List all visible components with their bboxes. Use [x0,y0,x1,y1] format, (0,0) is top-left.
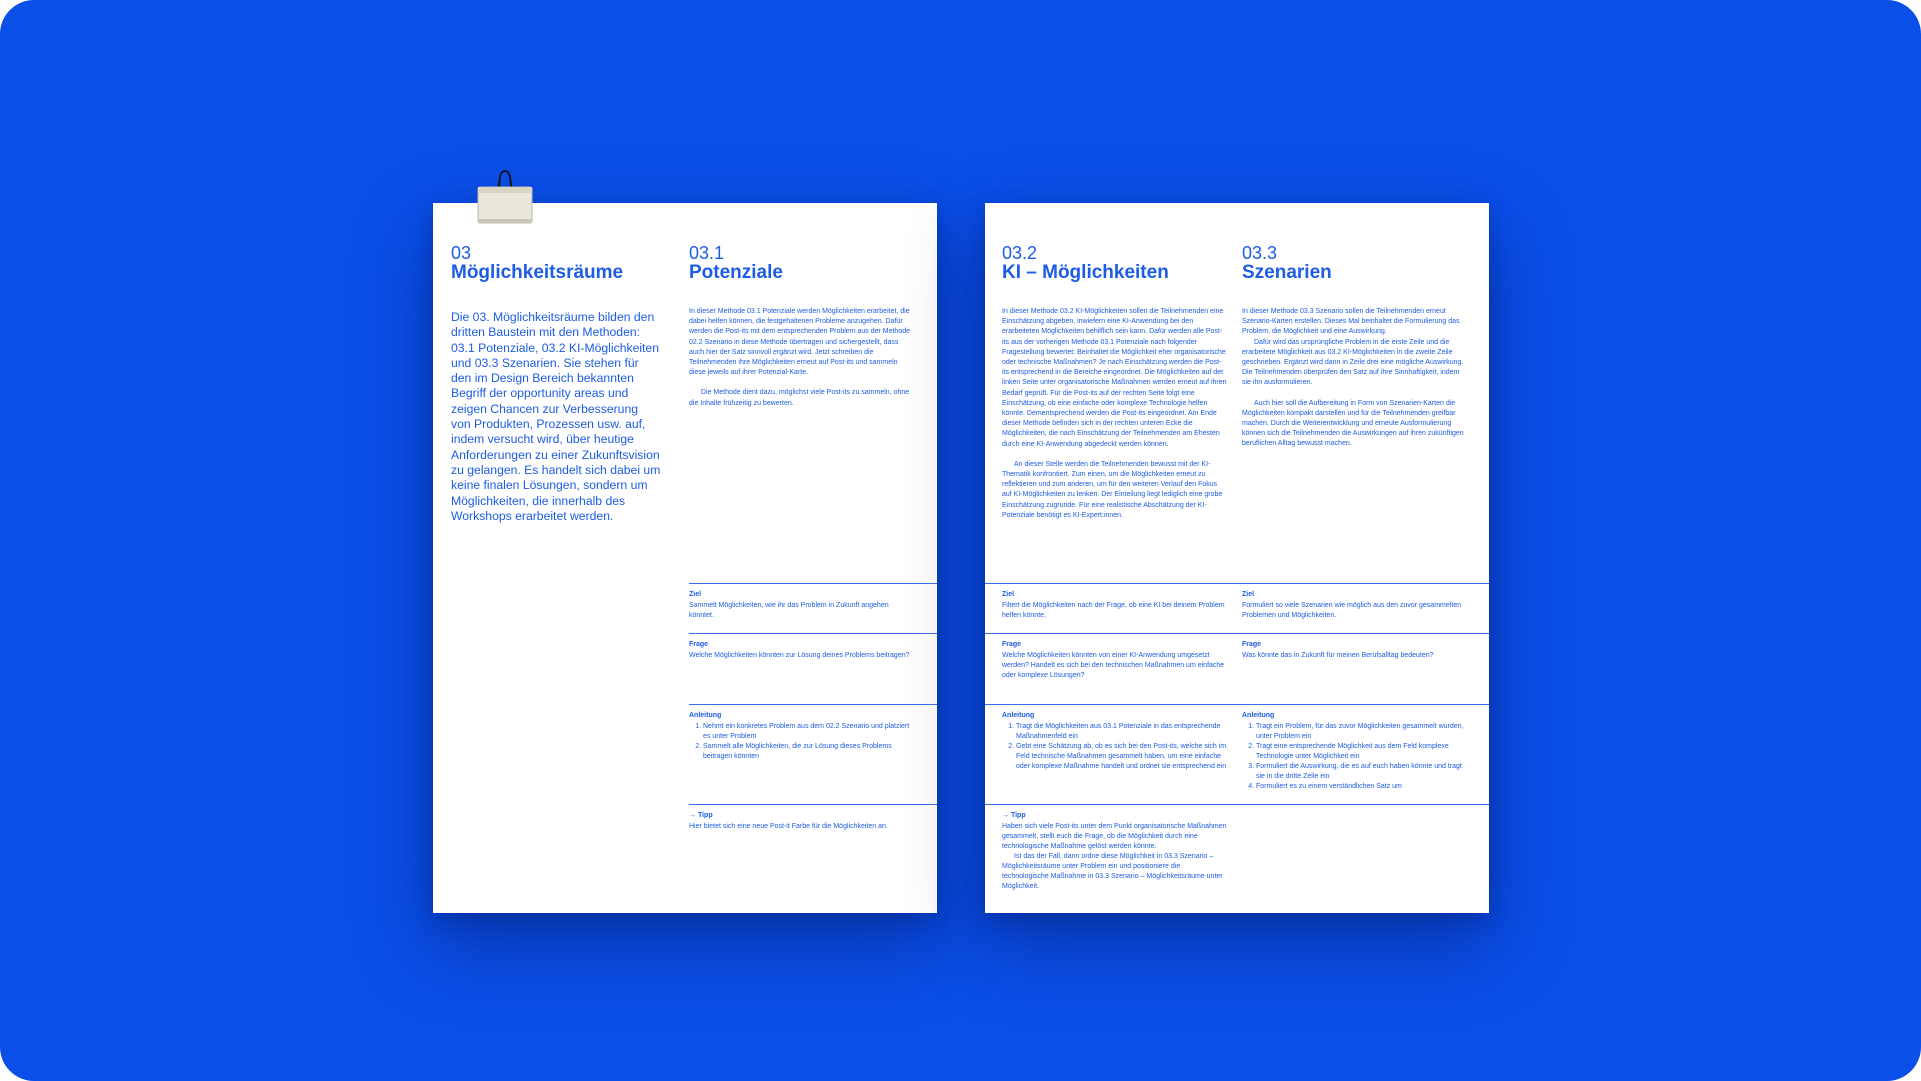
frage-text: Welche Möglichkeiten könnten von einer KI-Anwendung umgesetzt werden? Handelt es sich bei den technischen Maßnahmen um einfache oder komplexe Lösungen? [1002,652,1225,679]
body-paragraph: In dieser Methode 03.1 Potenziale werden Möglichkeiten erarbeitet, die dabei helfen können, die festgehaltenen Probleme anzugehen. Dafür werden die Post-its mit dem entsprechenden Problem aus der Methode 02.2 Szenario in diese Methode übertragen und sichergestellt, dass auch hier der Satz sinnvoll ergänzt wird. Jetzt schreiben die Teilnehmenden ihre Möglichkeiten erneut auf Post-its und sammeln diese jeweils auf ihrer Potenzial-Karte. [689,308,911,377]
body-paragraph: Dafür wird das ursprüngliche Problem in die erste Zeile und die erarbeitete Möglichkeit aus 03.2 KI-Möglichkeiten in die zweite Zeile geschrieben. Ergänzt wird dann in Zeile drei eine mögliche Auswirkung. Die Teilnehmenden überprüfen den Satz auf ihre Sinnhaftigkeit, indem sie ihn ausformulieren. [1242,338,1464,387]
divider [689,804,937,805]
divider [689,704,937,705]
frage-text: Welche Möglichkeiten könnten zur Lösung deines Problems beitragen? [689,652,910,659]
list-item: 1. Tragt ein Problem, für das zuvor Möglichkeiten gesammelt wurden, unter Problem ein [1256,722,1468,742]
chapter-title: Möglichkeitsräume [451,262,624,283]
frage-label: Frage [1242,641,1262,648]
anleitung-list [1002,722,1228,772]
body-paragraph: In dieser Methode 03.3 Szenario sollen die Teilnehmenden erneut Szenario-Karten erstellen. Dieses Mal beinhaltet die Formulierung das Problem, die Möglichkeit und eine Auswirkung. [1242,308,1460,336]
section-title-szenarien: Szenarien [1242,262,1332,283]
ziel-text: Formuliert so viele Szenarien wie möglich aus den zuvor gesammelten Problemen und Möglichkeiten. [1242,602,1462,619]
ziel-block [689,590,915,621]
divider [689,633,937,634]
anleitung-label: Anleitung [1242,712,1275,719]
list-item: 1. Nehmt ein konkretes Problem aus dem 02.2 Szenario und platziert es unter Problem [703,722,915,742]
divider [985,583,1489,584]
list-item: 3. Formuliert die Auswirkung, die es auf euch haben könnte und tragt sie in die dritte Zeile ein [1256,762,1468,782]
section-number-ki: 03.2 [1002,243,1038,263]
ziel-label: Ziel [689,591,702,598]
tipp-label: → Tipp [689,812,713,819]
ziel-text: Sammelt Möglichkeiten, wie ihr das Problem in Zukunft angehen könntet. [689,602,889,619]
tipp-text: Haben sich viele Post-its unter dem Punkt organisatorische Maßnahmen gesammelt, stellt euch die Frage, ob die Möglichkeit durch eine technologische Maßnahme gelöst werden könnte. [1002,823,1227,850]
anleitung-list [1242,722,1468,792]
tipp-text: Ist das der Fall, dann ordne diese Möglichkeit in 03.3 Szenario – Möglichkeitsräume unter Problem ein und positioniere die technologische Maßnahme in 03.3 Szenario – Möglichkeitsräume unter Möglichkeit. [1002,853,1223,890]
frage-block [689,640,915,661]
ki-frage-block [1002,640,1228,681]
list-item: 4. Formuliert es zu einem verständlichen Satz um [1256,782,1468,792]
anleitung-block [689,711,915,762]
anleitung-label: Anleitung [1002,712,1035,719]
ki-ziel-block [1002,590,1228,621]
document-page-left [433,203,937,913]
divider [985,704,1489,705]
frage-text: Was könnte das in Zukunft für meinen Berufsalltag bedeuten? [1242,652,1434,659]
ziel-text: Filtert die Möglichkeiten nach der Frage, ob eine KI bei deinem Problem helfen könnte. [1002,602,1225,619]
divider [985,804,1489,805]
frage-label: Frage [1002,641,1022,648]
szenarien-frage-block [1242,640,1468,661]
szenarien-anleitung-block [1242,711,1468,792]
ki-tipp-block [1002,811,1228,892]
section-title-ki: KI – Möglichkeiten [1002,262,1169,283]
list-item: 2. Gebt eine Schätzung ab, ob es sich bei den Post-its, welche sich im Feld technische Maßnahmen gesammelt haben, um eine einfache oder komplexe Maßnahme handelt und ordnet sie entsprechend ein [1016,742,1228,772]
list-item: 1. Tragt die Möglichkeiten aus 03.1 Potenziale in das entsprechende Maßnahmenfeld ein [1016,722,1228,742]
chapter-number: 03 [451,243,472,263]
divider [985,633,1489,634]
anleitung-list [689,722,915,762]
tipp-label: → Tipp [1002,812,1026,819]
tipp-text: Hier bietet sich eine neue Post-it Farbe für die Möglichkeiten an. [689,823,888,830]
divider [689,583,937,584]
body-paragraph: Die Methode dient dazu, möglichst viele Post-its zu sammeln, ohne die Inhalte frühzeitig zu bewerten. [689,389,910,407]
ki-anleitung-block [1002,711,1228,772]
section-number-szenarien: 03.3 [1242,243,1278,263]
ziel-label: Ziel [1002,591,1015,598]
body-paragraph: An dieser Stelle werden die Teilnehmenden bewusst mit der KI-Thematik konfrontiert. Zum einen, um die Möglichkeiten erneut zu reflektieren und zum anderen, um für den weiteren Verlauf den Fokus auf KI-Möglichkeiten zu lenken. Der Einteilung liegt lediglich eine grobe Einschätzung zugrunde. Für eine realistische Abschätzung der KI-Potenziale benötigt es KI-Expert:innen. [1002,460,1223,519]
body-paragraph: In dieser Methode 03.2 KI-Möglichkeiten sollen die Teilnehmenden eine Einschätzung abgeben, inwiefern eine KI-Anwendung bei den erarbeiteten Möglichkeiten behilflich sein kann. Dafür werden alle Post-its aus der vorherigen Methode 03.1 Potenziale nach folgender Fragestellung bewertet: Beinhaltet die Möglichkeit eher organisatorische oder technische Maßnahmen? Je nach Einschätzung werden die Post-its entsprechend in die Bereiche eingeordnet. Die Möglichkeiten auf der linken Seite unter organisatorische Maßnahmen werden erneut auf ihren Bedarf geprüft. Für die Post-its auf der rechten Seite folgt eine Einschätzung, ob eine einfache oder komplexe Technologie helfen könnte. Dementsprechend werden die Post-its eingeordnet. Am Ende dieser Methode befinden sich in der rechten unteren Ecke die Möglichkeiten, die nach Einschätzung der Teilnehmenden am Ehesten durch eine KI-Anwendung abgedeckt werden können. [1002,308,1227,448]
list-item: 2. Sammelt alle Möglichkeiten, die zur Lösung dieses Problems beitragen könnten [703,742,915,762]
section-body-potenziale [689,307,915,419]
section-body-szenarien [1242,307,1468,460]
section-title-potenziale: Potenziale [689,262,783,283]
body-paragraph: Auch hier soll die Aufbereitung in Form von Szenarien-Karten die Möglichkeiten kompakt darstellen und für die Teilnehmenden greifbar machen. Durch die Weiterentwicklung und erneute Ausformulierung können sich die Teilnehmenden die Auswirkungen auf ihren zukünftigen beruflichen Alltag bewusst machen. [1242,399,1464,448]
section-number-potenziale: 03.1 [689,243,725,263]
section-body-ki [1002,307,1228,531]
frage-label: Frage [689,641,709,648]
list-item: 2. Tragt eine entsprechende Möglichkeit aus dem Feld komplexe Technologie unter Möglichkeit ein [1256,742,1468,762]
ziel-label: Ziel [1242,591,1255,598]
document-page-right [985,203,1489,913]
chapter-lead-text: Die 03. Möglichkeitsräume bilden den dritten Baustein mit den Methoden: 03.1 Potenziale, 03.2 KI-Möglichkeiten und 03.3 Szenarien. Sie stehen für den im Design Bereich bekannten Begriff der opportunity areas und zeigen Chancen zur Verbesserung von Produkten, Prozessen usw. auf, indem versucht wird, über heutige Anforderungen zu einer Zukunftsvision zu gelangen. Es handelt sich dabei um keine finalen Lösungen, sondern um Möglichkeiten, die innerhalb des Workshops erarbeitet werden. [451,310,661,523]
szenarien-ziel-block [1242,590,1468,621]
anleitung-label: Anleitung [689,712,722,719]
tipp-block [689,811,915,832]
binder-clip-icon [474,163,536,227]
